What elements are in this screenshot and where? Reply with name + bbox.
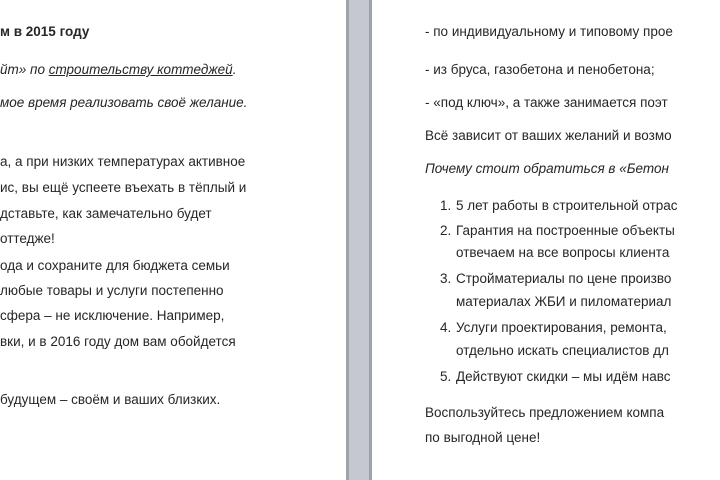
list-item: 5. Действуют скидки – мы идём навс: [440, 369, 671, 384]
right-document-page: [372, 0, 720, 480]
list-item: 2. Гарантия на построенные объекты: [440, 223, 675, 238]
left-page-text-line: будущем – своём и ваших близких.: [0, 392, 221, 407]
left-page-text-line: а, а при низких температурах активное: [0, 154, 246, 169]
closing-line: Воспользуйтесь предложением компа: [425, 405, 665, 420]
bullet-item: - по индивидуальному и типовому прое: [425, 24, 673, 39]
left-page-text-line: мое время реализовать своё желание.: [0, 95, 248, 110]
left-page-text-line: ода и сохраните для бюджета семьи: [0, 258, 230, 273]
list-item-continuation: отдельно искать специалистов дл: [456, 343, 669, 358]
list-item-continuation: отвечаем на все вопросы клиента: [456, 245, 670, 260]
left-page-edge: [346, 0, 349, 480]
left-page-heading: м в 2015 году: [0, 24, 90, 39]
cottage-construction-link[interactable]: строительству коттеджей: [48, 62, 233, 77]
left-document-page: [0, 0, 346, 480]
paragraph: Всё зависит от ваших желаний и возмо: [425, 128, 672, 143]
left-page-text-line: оттедже!: [0, 231, 55, 246]
list-item: 4. Услуги проектирования, ремонта,: [440, 320, 667, 335]
list-item: 3. Стройматериалы по цене произво: [440, 271, 672, 286]
left-page-text-line: дставьте, как замечательно будет: [0, 206, 212, 221]
closing-line: по выгодной цене!: [425, 430, 541, 445]
left-page-text-line: сфера – не исключение. Например,: [0, 308, 225, 323]
bullet-item: - из бруса, газобетона и пенобетона;: [425, 62, 655, 77]
subheading: Почему стоит обратиться в «Бетон: [425, 161, 669, 176]
bullet-item: - «под ключ», а также занимается поэт: [425, 95, 668, 110]
left-page-text-line: ис, вы ещё успеете въехать в тёплый и: [0, 180, 247, 195]
left-page-text-line: любые товары и услуги постепенно: [0, 283, 224, 298]
left-page-subtitle: йт» по строительству коттеджей.: [0, 62, 237, 77]
list-item-continuation: материалах ЖБИ и пиломатериал: [456, 294, 672, 309]
left-page-text-line: вки, и в 2016 году дом вам обойдется: [0, 334, 236, 349]
list-item: 1. 5 лет работы в строительной отрас: [440, 198, 678, 213]
